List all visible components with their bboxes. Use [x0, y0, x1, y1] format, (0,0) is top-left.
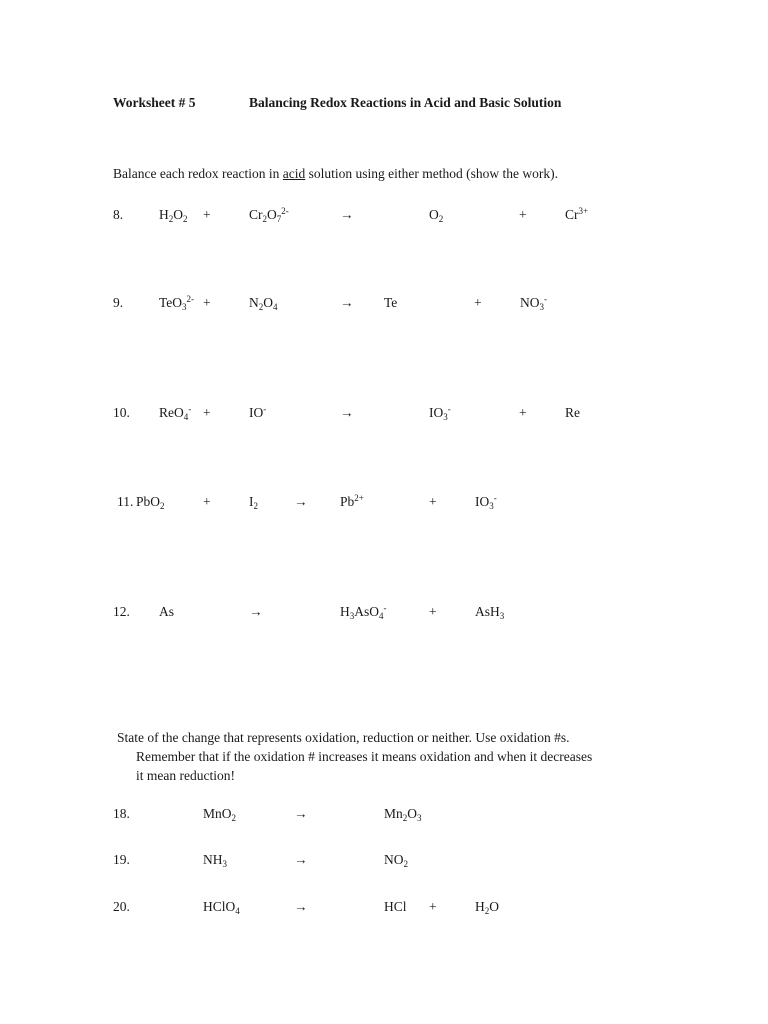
- worksheet-title: Balancing Redox Reactions in Acid and Basic Solution: [249, 95, 562, 110]
- reactant-1: ReO$_4$-: [159, 404, 192, 422]
- product-2: $NO_3^-$: [520, 294, 547, 312]
- instructions-acid: [113, 166, 558, 182]
- reaction-number: 12.: [113, 604, 130, 619]
- reaction-number: 11.: [117, 494, 134, 509]
- product-1: $IO_3^-$: [429, 404, 451, 422]
- product-2: $Cr^{3+}$: [565, 206, 589, 222]
- reactant-2: $I_2$: [249, 494, 258, 511]
- reactant-1: TeO$_3^{2-}$: [159, 294, 195, 312]
- reaction-arrow: →: [340, 295, 354, 310]
- instructions-line: Remember that if the oxidation # increases it means oxidation and when it decreases: [136, 749, 593, 764]
- change-arrow: →: [294, 806, 308, 821]
- plus-sign: +: [519, 405, 527, 420]
- reaction-arrow: →: [249, 604, 263, 619]
- species-from: HClO$_4$: [203, 899, 240, 916]
- worksheet-number: Worksheet # 5: [113, 95, 196, 110]
- instructions-text-after: solution using either method (show the work).: [305, 166, 559, 181]
- reaction-arrow: →: [340, 207, 354, 222]
- reactant-2: IO-: [249, 404, 267, 420]
- plus-sign: +: [429, 899, 437, 914]
- plus-sign: +: [203, 494, 211, 509]
- reactant-2: $N_2O_4$: [249, 295, 278, 312]
- species-from: $NH_3$: [203, 852, 227, 869]
- reactant-1: $H_2O_2$: [159, 207, 188, 224]
- reactant-1: PbO$_2$: [136, 494, 165, 511]
- species-extra: $H_2O$: [475, 899, 499, 916]
- plus-sign: +: [203, 405, 211, 420]
- product-2: AsH$_3$: [475, 604, 505, 621]
- product-1: $H_3AsO_4^-$: [340, 603, 387, 621]
- change-arrow: →: [294, 852, 308, 867]
- instructions-line: it mean reduction!: [136, 768, 235, 783]
- instructions-underlined-word: acid: [282, 166, 306, 181]
- species-to: $Mn_2O_3$: [384, 806, 422, 823]
- instructions-line: State of the change that represents oxidation, reduction or neither. Use oxidation #s.: [117, 730, 570, 745]
- species-from: MnO$_2$: [203, 806, 237, 823]
- plus-sign: +: [203, 207, 211, 222]
- species-to: HCl: [384, 899, 407, 914]
- reactant-2: $Cr_2O_7^{2-}$: [249, 206, 289, 224]
- plus-sign: +: [429, 494, 437, 509]
- reactant-1: As: [159, 604, 175, 619]
- change-number: 20.: [113, 899, 130, 914]
- reaction-arrow: →: [294, 494, 308, 509]
- reaction-number: 10.: [113, 405, 130, 420]
- plus-sign: +: [429, 604, 437, 619]
- change-number: 19.: [113, 852, 130, 867]
- plus-sign: +: [519, 207, 527, 222]
- plus-sign: +: [474, 295, 482, 310]
- species-to: $NO_2$: [384, 852, 408, 869]
- plus-sign: +: [203, 295, 211, 310]
- instructions-oxidation: [117, 728, 592, 785]
- product-1: Te: [384, 295, 398, 310]
- product-1: $Pb^{2+}$: [340, 493, 364, 509]
- reaction-number: 8.: [113, 207, 124, 222]
- product-2: $IO_3^-$: [475, 493, 497, 511]
- change-number: 18.: [113, 806, 130, 821]
- product-2: Re: [565, 405, 580, 420]
- reaction-arrow: →: [340, 405, 354, 420]
- change-arrow: →: [294, 899, 308, 914]
- product-1: $O_2$: [429, 207, 444, 224]
- instructions-text-before: Balance each redox reaction in: [113, 166, 283, 181]
- reaction-number: 9.: [113, 295, 124, 310]
